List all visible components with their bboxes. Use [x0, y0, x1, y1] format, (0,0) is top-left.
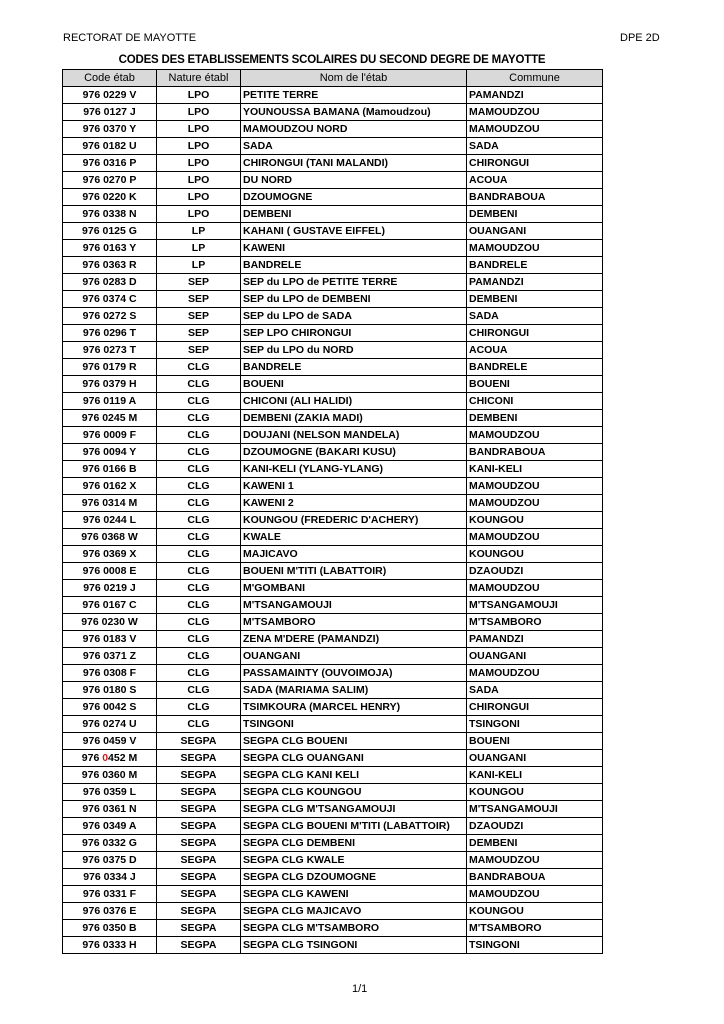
cell-nature: SEGPA — [157, 767, 241, 784]
cell-nature: CLG — [157, 716, 241, 733]
cell-nom: SEGPA CLG M'TSAMBORO — [241, 920, 467, 937]
cell-nom: PASSAMAINTY (OUVOIMOJA) — [241, 665, 467, 682]
cell-commune: M'TSAMBORO — [467, 614, 603, 631]
cell-nature: CLG — [157, 614, 241, 631]
table-row — [63, 818, 603, 835]
table-row — [63, 699, 603, 716]
cell-commune: DEMBENI — [467, 835, 603, 852]
cell-code: 976 0368 W — [63, 529, 157, 546]
cell-commune: DZAOUDZI — [467, 818, 603, 835]
cell-nom: OUANGANI — [241, 648, 467, 665]
cell-nom: SEGPA CLG DEMBENI — [241, 835, 467, 852]
cell-commune: KOUNGOU — [467, 546, 603, 563]
cell-commune: TSINGONI — [467, 716, 603, 733]
cell-code: 976 0363 R — [63, 257, 157, 274]
cell-nom: MAMOUDZOU NORD — [241, 121, 467, 138]
cell-code: 976 0008 E — [63, 563, 157, 580]
cell-code: 976 0166 B — [63, 461, 157, 478]
cell-code: 976 0163 Y — [63, 240, 157, 257]
cell-commune: MAMOUDZOU — [467, 427, 603, 444]
cell-commune: KANI-KELI — [467, 461, 603, 478]
cell-nom: SEP du LPO de DEMBENI — [241, 291, 467, 308]
cell-nom: BANDRELE — [241, 359, 467, 376]
cell-code: 976 0229 V — [63, 87, 157, 104]
cell-nature: CLG — [157, 648, 241, 665]
cell-commune: OUANGANI — [467, 648, 603, 665]
cell-commune: KOUNGOU — [467, 903, 603, 920]
table-row — [63, 495, 603, 512]
cell-code: 976 0296 T — [63, 325, 157, 342]
cell-nom: DOUJANI (NELSON MANDELA) — [241, 427, 467, 444]
cell-commune: BANDRELE — [467, 257, 603, 274]
cell-commune: BANDRABOUA — [467, 444, 603, 461]
table-row — [63, 291, 603, 308]
cell-code: 976 0371 Z — [63, 648, 157, 665]
cell-nom: SEGPA CLG BOUENI — [241, 733, 467, 750]
cell-nature: LPO — [157, 104, 241, 121]
column-header-commune: Commune — [467, 70, 603, 87]
document-title: CODES DES ETABLISSEMENTS SCOLAIRES DU SECOND DEGRE DE MAYOTTE — [118, 54, 546, 66]
table-row — [63, 342, 603, 359]
cell-commune: CHICONI — [467, 393, 603, 410]
cell-nom: DZOUMOGNE (BAKARI KUSU) — [241, 444, 467, 461]
page-number: 1/1 — [352, 983, 368, 995]
cell-nom: SADA (MARIAMA SALIM) — [241, 682, 467, 699]
cell-nom: SEGPA CLG KOUNGOU — [241, 784, 467, 801]
cell-nature: LP — [157, 223, 241, 240]
cell-nature: SEGPA — [157, 920, 241, 937]
cell-commune: MAMOUDZOU — [467, 240, 603, 257]
cell-code: 976 0094 Y — [63, 444, 157, 461]
table-row — [63, 648, 603, 665]
cell-code: 976 0379 H — [63, 376, 157, 393]
cell-commune: MAMOUDZOU — [467, 495, 603, 512]
cell-nom: M'TSANGAMOUJI — [241, 597, 467, 614]
cell-commune: MAMOUDZOU — [467, 580, 603, 597]
cell-nom: KAHANI ( GUSTAVE EIFFEL) — [241, 223, 467, 240]
cell-commune: KOUNGOU — [467, 784, 603, 801]
cell-code: 976 0332 G — [63, 835, 157, 852]
cell-commune: KANI-KELI — [467, 767, 603, 784]
cell-nature: LPO — [157, 87, 241, 104]
table-row — [63, 325, 603, 342]
cell-nom: SEP du LPO du NORD — [241, 342, 467, 359]
cell-commune: OUANGANI — [467, 223, 603, 240]
cell-nature: SEGPA — [157, 852, 241, 869]
cell-nom: BOUENI M'TITI (LABATTOIR) — [241, 563, 467, 580]
cell-nom: ZENA M'DERE (PAMANDZI) — [241, 631, 467, 648]
cell-nom: SEGPA CLG KWALE — [241, 852, 467, 869]
table-row — [63, 869, 603, 886]
table-row — [63, 529, 603, 546]
cell-commune: CHIRONGUI — [467, 325, 603, 342]
cell-nom: TSINGONI — [241, 716, 467, 733]
cell-commune: MAMOUDZOU — [467, 121, 603, 138]
table-row — [63, 155, 603, 172]
cell-code: 976 0316 P — [63, 155, 157, 172]
table-row — [63, 257, 603, 274]
table-row — [63, 121, 603, 138]
cell-nature: CLG — [157, 597, 241, 614]
table-row — [63, 478, 603, 495]
cell-commune: TSINGONI — [467, 937, 603, 954]
table-row — [63, 172, 603, 189]
table-row — [63, 87, 603, 104]
cell-nature: CLG — [157, 359, 241, 376]
cell-nature: LPO — [157, 121, 241, 138]
cell-nature: CLG — [157, 427, 241, 444]
cell-code: 976 0167 C — [63, 597, 157, 614]
cell-nature: SEGPA — [157, 801, 241, 818]
cell-nom: SEGPA CLG OUANGANI — [241, 750, 467, 767]
cell-code: 976 0314 M — [63, 495, 157, 512]
cell-nom: TSIMKOURA (MARCEL HENRY) — [241, 699, 467, 716]
cell-nature: CLG — [157, 682, 241, 699]
table-row — [63, 733, 603, 750]
cell-commune: M'TSANGAMOUJI — [467, 597, 603, 614]
table-row — [63, 937, 603, 954]
table-row — [63, 308, 603, 325]
cell-code: 976 0180 S — [63, 682, 157, 699]
cell-code: 976 0359 L — [63, 784, 157, 801]
cell-nature: SEGPA — [157, 903, 241, 920]
cell-nature: SEP — [157, 325, 241, 342]
cell-commune: SADA — [467, 682, 603, 699]
cell-nom: SEP du LPO de SADA — [241, 308, 467, 325]
table-row — [63, 138, 603, 155]
cell-commune: KOUNGOU — [467, 512, 603, 529]
cell-nature: SEGPA — [157, 750, 241, 767]
cell-code: 976 0183 V — [63, 631, 157, 648]
cell-nom: SEGPA CLG DZOUMOGNE — [241, 869, 467, 886]
cell-commune: PAMANDZI — [467, 87, 603, 104]
cell-nom: KANI-KELI (YLANG-YLANG) — [241, 461, 467, 478]
cell-nom: SEGPA CLG KAWENI — [241, 886, 467, 903]
cell-nature: CLG — [157, 478, 241, 495]
cell-code: 976 0272 S — [63, 308, 157, 325]
cell-commune: CHIRONGUI — [467, 699, 603, 716]
cell-code: 976 0360 M — [63, 767, 157, 784]
cell-commune: MAMOUDZOU — [467, 665, 603, 682]
table-row — [63, 801, 603, 818]
cell-nom: CHIRONGUI (TANI MALANDI) — [241, 155, 467, 172]
cell-nom: BANDRELE — [241, 257, 467, 274]
cell-nature: SEGPA — [157, 886, 241, 903]
cell-code: 976 0219 J — [63, 580, 157, 597]
cell-nature: CLG — [157, 665, 241, 682]
table-row — [63, 461, 603, 478]
table-row — [63, 512, 603, 529]
cell-commune: BANDRABOUA — [467, 869, 603, 886]
cell-nature: SEGPA — [157, 835, 241, 852]
cell-commune: BANDRELE — [467, 359, 603, 376]
cell-nom: SEGPA CLG BOUENI M'TITI (LABATTOIR) — [241, 818, 467, 835]
cell-code: 976 0459 V — [63, 733, 157, 750]
cell-nature: CLG — [157, 410, 241, 427]
cell-commune: OUANGANI — [467, 750, 603, 767]
cell-code: 976 0361 N — [63, 801, 157, 818]
table-row — [63, 104, 603, 121]
table-row — [63, 631, 603, 648]
cell-nature: CLG — [157, 699, 241, 716]
cell-code: 976 0334 J — [63, 869, 157, 886]
cell-nature: LPO — [157, 155, 241, 172]
cell-nom: M'TSAMBORO — [241, 614, 467, 631]
cell-commune: MAMOUDZOU — [467, 886, 603, 903]
cell-nom: PETITE TERRE — [241, 87, 467, 104]
cell-nom: KAWENI — [241, 240, 467, 257]
cell-nature: LPO — [157, 189, 241, 206]
cell-commune: ACOUA — [467, 342, 603, 359]
cell-code: 976 0273 T — [63, 342, 157, 359]
table-row — [63, 716, 603, 733]
table-row — [63, 767, 603, 784]
table-row — [63, 563, 603, 580]
column-header-nom: Nom de l'étab — [241, 70, 467, 87]
cell-commune: CHIRONGUI — [467, 155, 603, 172]
table-row — [63, 427, 603, 444]
cell-nom: SEP LPO CHIRONGUI — [241, 325, 467, 342]
cell-nom: DZOUMOGNE — [241, 189, 467, 206]
table-row — [63, 206, 603, 223]
cell-code: 976 0308 F — [63, 665, 157, 682]
table-row — [63, 903, 603, 920]
cell-nature: CLG — [157, 461, 241, 478]
cell-commune: M'TSAMBORO — [467, 920, 603, 937]
table-header-row — [63, 70, 603, 87]
cell-nom: KOUNGOU (FREDERIC D'ACHERY) — [241, 512, 467, 529]
cell-code: 976 0369 X — [63, 546, 157, 563]
cell-nature: LP — [157, 257, 241, 274]
cell-nature: CLG — [157, 376, 241, 393]
cell-commune: MAMOUDZOU — [467, 852, 603, 869]
table-row — [63, 189, 603, 206]
cell-nom: YOUNOUSSA BAMANA (Mamoudzou) — [241, 104, 467, 121]
cell-nature: CLG — [157, 529, 241, 546]
table-row — [63, 580, 603, 597]
cell-commune: DEMBENI — [467, 206, 603, 223]
cell-commune: DEMBENI — [467, 410, 603, 427]
cell-nature: SEGPA — [157, 784, 241, 801]
table-row — [63, 240, 603, 257]
cell-nom: SEP du LPO de PETITE TERRE — [241, 274, 467, 291]
table-row — [63, 410, 603, 427]
cell-code: 976 0349 A — [63, 818, 157, 835]
cell-nature: LP — [157, 240, 241, 257]
cell-commune: DEMBENI — [467, 291, 603, 308]
cell-commune: BOUENI — [467, 376, 603, 393]
cell-nom: SEGPA CLG TSINGONI — [241, 937, 467, 954]
cell-nature: CLG — [157, 444, 241, 461]
table-row — [63, 614, 603, 631]
cell-code: 976 0119 A — [63, 393, 157, 410]
cell-code: 976 0333 H — [63, 937, 157, 954]
cell-nom: SEGPA CLG MAJICAVO — [241, 903, 467, 920]
table-row — [63, 359, 603, 376]
table-row — [63, 223, 603, 240]
column-header-code: Code étab — [63, 70, 157, 87]
cell-commune: ACOUA — [467, 172, 603, 189]
table-row — [63, 682, 603, 699]
cell-code: 976 0374 C — [63, 291, 157, 308]
table-row — [63, 444, 603, 461]
cell-nature: CLG — [157, 512, 241, 529]
table-row — [63, 852, 603, 869]
cell-code: 976 0270 P — [63, 172, 157, 189]
table-row — [63, 835, 603, 852]
table-row — [63, 920, 603, 937]
cell-commune: DZAOUDZI — [467, 563, 603, 580]
cell-nature: SEGPA — [157, 869, 241, 886]
cell-commune: SADA — [467, 138, 603, 155]
cell-commune: MAMOUDZOU — [467, 104, 603, 121]
cell-code: 976 0338 N — [63, 206, 157, 223]
cell-commune: BANDRABOUA — [467, 189, 603, 206]
cell-commune: BOUENI — [467, 733, 603, 750]
cell-nature: CLG — [157, 495, 241, 512]
cell-nature: CLG — [157, 546, 241, 563]
table-row — [63, 393, 603, 410]
table-row — [63, 376, 603, 393]
cell-nom: BOUENI — [241, 376, 467, 393]
cell-commune: PAMANDZI — [467, 274, 603, 291]
cell-nom: DEMBENI — [241, 206, 467, 223]
cell-code: 976 0370 Y — [63, 121, 157, 138]
cell-nature: CLG — [157, 393, 241, 410]
cell-nom: KAWENI 2 — [241, 495, 467, 512]
table-row — [63, 546, 603, 563]
cell-code: 976 0220 K — [63, 189, 157, 206]
cell-code: 976 0182 U — [63, 138, 157, 155]
establishments-table — [62, 69, 603, 954]
cell-commune: SADA — [467, 308, 603, 325]
cell-nom: MAJICAVO — [241, 546, 467, 563]
cell-code: 976 0244 L — [63, 512, 157, 529]
cell-nature: SEGPA — [157, 818, 241, 835]
cell-code: 976 0009 F — [63, 427, 157, 444]
table-row — [63, 784, 603, 801]
header-right: DPE 2D — [620, 32, 660, 44]
cell-code: 976 0375 D — [63, 852, 157, 869]
cell-code: 976 0179 R — [63, 359, 157, 376]
table-body — [63, 87, 603, 954]
cell-nom: M'GOMBANI — [241, 580, 467, 597]
highlighted-digit: 0 — [102, 752, 109, 764]
cell-nature: SEP — [157, 291, 241, 308]
cell-nom: DEMBENI (ZAKIA MADI) — [241, 410, 467, 427]
cell-code: 976 0230 W — [63, 614, 157, 631]
cell-code: 976 0245 M — [63, 410, 157, 427]
cell-nature: LPO — [157, 172, 241, 189]
cell-nature: LPO — [157, 138, 241, 155]
cell-code: 976 0127 J — [63, 104, 157, 121]
cell-nature: SEGPA — [157, 733, 241, 750]
cell-commune: MAMOUDZOU — [467, 529, 603, 546]
cell-nom: CHICONI (ALI HALIDI) — [241, 393, 467, 410]
header-left: RECTORAT DE MAYOTTE — [63, 32, 197, 44]
cell-nom: SADA — [241, 138, 467, 155]
cell-commune: PAMANDZI — [467, 631, 603, 648]
cell-code: 976 0162 X — [63, 478, 157, 495]
cell-code: 976 0350 B — [63, 920, 157, 937]
cell-nature: SEP — [157, 274, 241, 291]
cell-code: 976 0283 D — [63, 274, 157, 291]
cell-code: 976 0331 F — [63, 886, 157, 903]
table-row — [63, 665, 603, 682]
cell-nature: LPO — [157, 206, 241, 223]
cell-code: 976 0274 U — [63, 716, 157, 733]
cell-nom: KWALE — [241, 529, 467, 546]
cell-code: 976 0042 S — [63, 699, 157, 716]
cell-nature: SEGPA — [157, 937, 241, 954]
cell-commune: MAMOUDZOU — [467, 478, 603, 495]
cell-nom: KAWENI 1 — [241, 478, 467, 495]
cell-code: 976 0125 G — [63, 223, 157, 240]
column-header-nature: Nature établ — [157, 70, 241, 87]
table-row — [63, 750, 603, 767]
cell-nom: DU NORD — [241, 172, 467, 189]
table-row — [63, 274, 603, 291]
cell-nature: SEP — [157, 342, 241, 359]
cell-nom: SEGPA CLG M'TSANGAMOUJI — [241, 801, 467, 818]
cell-commune: M'TSANGAMOUJI — [467, 801, 603, 818]
cell-nature: CLG — [157, 563, 241, 580]
cell-nature: SEP — [157, 308, 241, 325]
cell-code: 976 0376 E — [63, 903, 157, 920]
cell-nom: SEGPA CLG KANI KELI — [241, 767, 467, 784]
table-row — [63, 597, 603, 614]
cell-nature: CLG — [157, 580, 241, 597]
table-row — [63, 886, 603, 903]
cell-nature: CLG — [157, 631, 241, 648]
cell-code: 976 0452 M — [63, 750, 157, 767]
